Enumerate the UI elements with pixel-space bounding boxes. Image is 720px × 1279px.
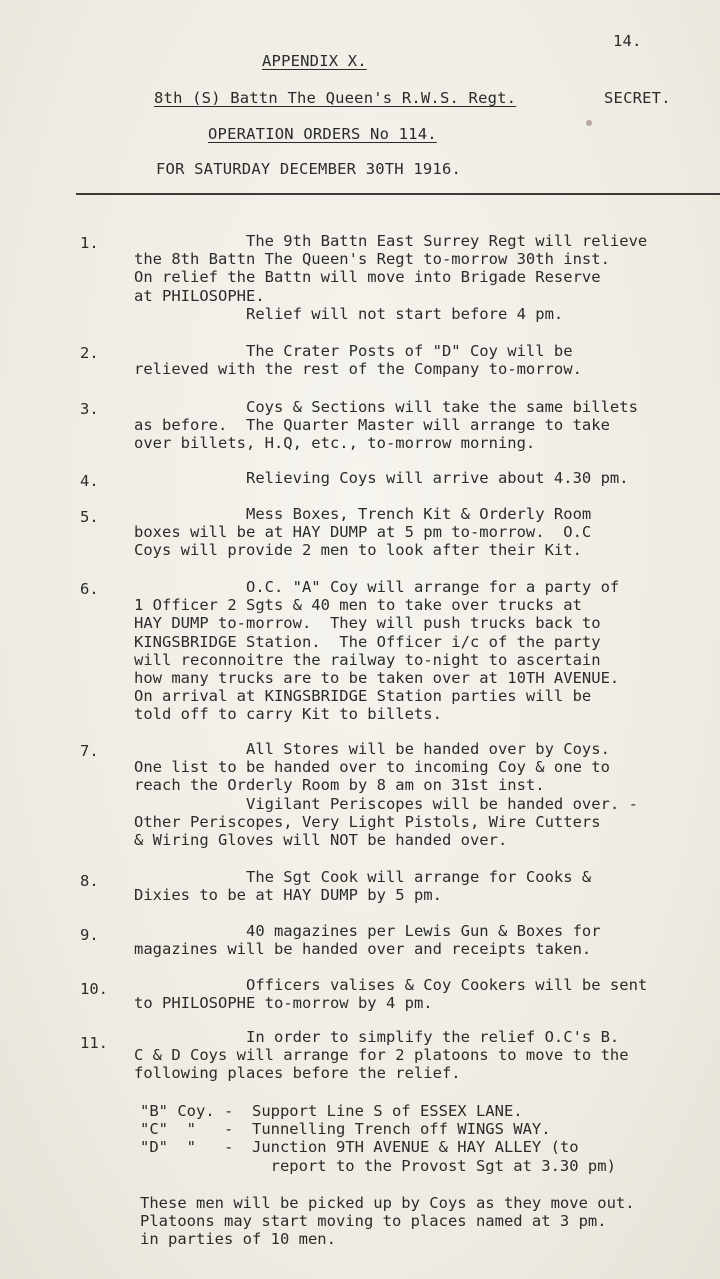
text-line: Vigilant Periscopes will be handed over. - bbox=[134, 794, 638, 813]
text-line: Dixies to be at HAY DUMP by 5 pm. bbox=[134, 886, 442, 905]
item-number: 9. bbox=[80, 926, 99, 944]
text-line: at PHILOSOPHE. bbox=[134, 286, 265, 305]
text-line: reach the Orderly Room by 8 am on 31st inst. bbox=[134, 776, 545, 795]
appendix-heading: APPENDIX X. bbox=[262, 52, 367, 70]
text-line: All Stores will be handed over by Coys. bbox=[134, 740, 610, 758]
platoon-assignments bbox=[140, 1102, 720, 1175]
text-line: Relieving Coys will arrive about 4.30 pm. bbox=[134, 469, 629, 487]
order-item bbox=[134, 976, 720, 1012]
item-number: 2. bbox=[80, 344, 99, 362]
text-line: Mess Boxes, Trench Kit & Orderly Room bbox=[134, 505, 592, 523]
date-line: FOR SATURDAY DECEMBER 30TH 1916. bbox=[156, 160, 462, 178]
text-line: & Wiring Gloves will NOT be handed over. bbox=[134, 831, 508, 850]
text-line: Platoons may start moving to places named at 3 pm. bbox=[140, 1212, 607, 1231]
text-line: 40 magazines per Lewis Gun & Boxes for bbox=[134, 922, 601, 940]
item-number: 7. bbox=[80, 742, 99, 760]
item-number: 4. bbox=[80, 472, 99, 490]
orders-title: OPERATION ORDERS No 114. bbox=[208, 125, 437, 143]
text-line: The 9th Battn East Surrey Regt will relieve bbox=[134, 232, 648, 250]
item-number: 5. bbox=[80, 508, 99, 526]
text-line: O.C. "A" Coy will arrange for a party of bbox=[134, 578, 620, 596]
text-line: following places before the relief. bbox=[134, 1064, 461, 1083]
order-item bbox=[134, 232, 720, 323]
item-number: 8. bbox=[80, 872, 99, 890]
order-item bbox=[134, 398, 720, 453]
item-number: 6. bbox=[80, 580, 99, 598]
text-line: One list to be handed over to incoming Coy & one to bbox=[134, 758, 610, 777]
text-line: Coys will provide 2 men to look after their Kit. bbox=[134, 541, 582, 560]
secret-marking: SECRET. bbox=[604, 89, 671, 107]
page-number: 14. bbox=[613, 32, 642, 50]
text-line: over billets, H.Q, etc., to-morrow morning. bbox=[134, 434, 536, 453]
assignment-line: report to the Provost Sgt at 3.30 pm) bbox=[140, 1156, 616, 1175]
assignment-line: "D" " - Junction 9TH AVENUE & HAY ALLEY (to bbox=[140, 1138, 579, 1157]
order-item bbox=[134, 342, 720, 378]
text-line: the 8th Battn The Queen's Regt to-morrow 30th inst. bbox=[134, 250, 610, 269]
text-line: KINGSBRIDGE Station. The Officer i/c of the party bbox=[134, 632, 601, 651]
order-item bbox=[134, 740, 720, 849]
order-item bbox=[134, 922, 720, 958]
text-line: magazines will be handed over and receipts taken. bbox=[134, 940, 592, 959]
order-item bbox=[134, 578, 720, 724]
order-item bbox=[134, 505, 720, 560]
item-number: 3. bbox=[80, 400, 99, 418]
text-line: relieved with the rest of the Company to-morrow. bbox=[134, 360, 582, 379]
text-line: Coys & Sections will take the same billets bbox=[134, 398, 638, 416]
text-line: In order to simplify the relief O.C's B. bbox=[134, 1028, 620, 1046]
text-line: The Sgt Cook will arrange for Cooks & bbox=[134, 868, 592, 886]
text-line: as before. The Quarter Master will arrange to take bbox=[134, 416, 610, 435]
item-number: 1. bbox=[80, 234, 99, 252]
text-line: C & D Coys will arrange for 2 platoons to move to the bbox=[134, 1046, 629, 1065]
text-line: These men will be picked up by Coys as they move out. bbox=[140, 1194, 635, 1212]
text-line: Officers valises & Coy Cookers will be sent bbox=[134, 976, 648, 994]
text-line: will reconnoitre the railway to-night to ascertain bbox=[134, 650, 601, 669]
item-number: 10. bbox=[80, 980, 108, 998]
text-line: Other Periscopes, Very Light Pistols, Wire Cutters bbox=[134, 812, 601, 831]
text-line: 1 Officer 2 Sgts & 40 men to take over trucks at bbox=[134, 596, 582, 615]
item-number: 11. bbox=[80, 1034, 108, 1052]
text-line: HAY DUMP to-morrow. They will push trucks back to bbox=[134, 614, 601, 633]
text-line: The Crater Posts of "D" Coy will be bbox=[134, 342, 573, 360]
ink-mark bbox=[586, 120, 592, 126]
assignment-line: "C" " - Tunnelling Trench off WINGS WAY. bbox=[140, 1120, 551, 1139]
text-line: On relief the Battn will move into Brigade Reserve bbox=[134, 268, 601, 287]
text-line: to PHILOSOPHE to-morrow by 4 pm. bbox=[134, 994, 433, 1013]
closing-paragraph bbox=[140, 1194, 720, 1249]
text-line: how many trucks are to be taken over at 10TH AVENUE. bbox=[134, 669, 620, 688]
unit-line: 8th (S) Battn The Queen's R.W.S. Regt. bbox=[154, 89, 517, 107]
assignment-line: "B" Coy. - Support Line S of ESSEX LANE. bbox=[140, 1102, 523, 1120]
text-line: told off to carry Kit to billets. bbox=[134, 705, 442, 724]
text-line: Relief will not start before 4 pm. bbox=[134, 304, 564, 323]
text-line: in parties of 10 men. bbox=[140, 1230, 336, 1249]
header-rule bbox=[76, 193, 720, 195]
text-line: boxes will be at HAY DUMP at 5 pm to-morrow. O.C bbox=[134, 523, 592, 542]
order-item bbox=[134, 1028, 720, 1083]
order-item bbox=[134, 469, 720, 487]
text-line: On arrival at KINGSBRIDGE Station parties will be bbox=[134, 687, 592, 706]
order-item bbox=[134, 868, 720, 904]
